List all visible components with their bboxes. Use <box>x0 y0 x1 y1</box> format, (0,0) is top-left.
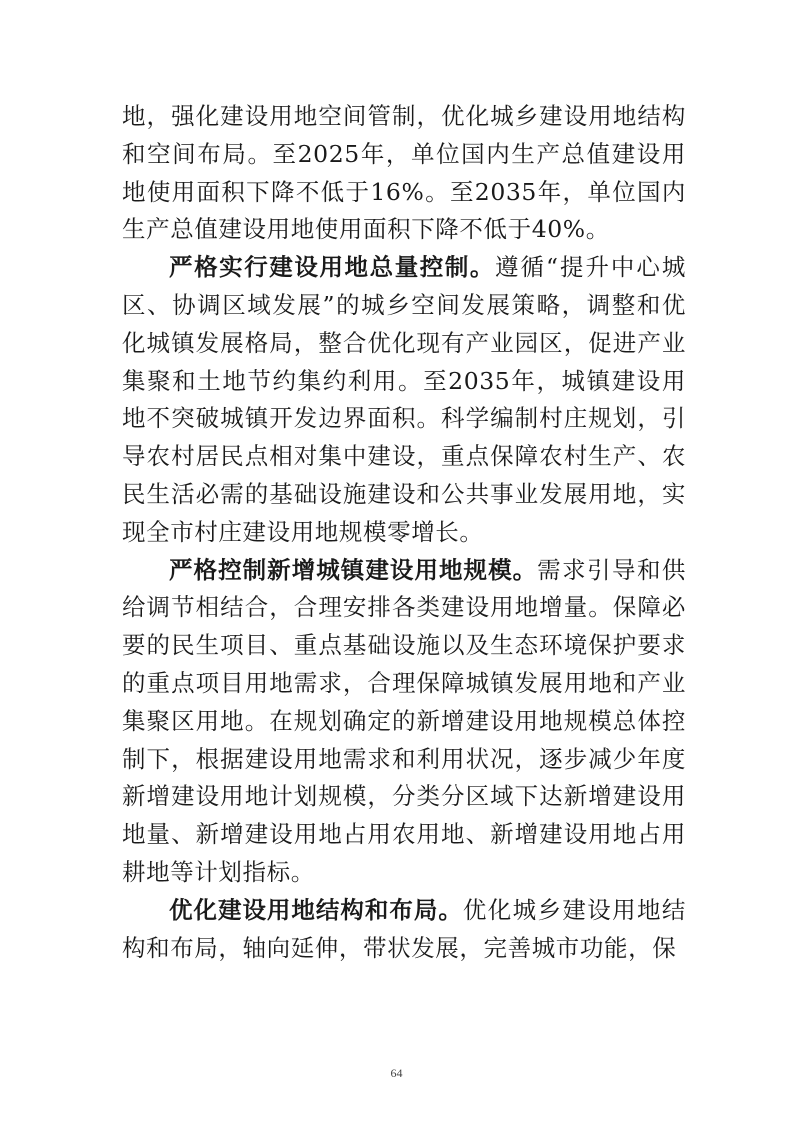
paragraph-total-control <box>122 249 686 551</box>
paragraph-structure-layout <box>122 892 686 968</box>
paragraph-heading: 严格控制新增城镇建设用地规模。 <box>169 555 538 584</box>
paragraph-text: 地，强化建设用地空间管制，优化城乡建设用地结构和空间布局。至2025年，单位国内生产总值建设用地使用面积下降不低于16%。至2035年，单位国内生产总值建设用地使用面积下降不低于40%。 <box>122 102 686 244</box>
paragraph-text: 优化城乡建设用地结构和布局，轴向延伸，带状发展，完善城市功能，保 <box>122 895 686 962</box>
paragraph-text: 需求引导和供给调节相结合，合理安排各类建设用地增量。保障必要的民生项目、重点基础设施以及生态环境保护要求的重点项目用地需求，合理保障城镇发展用地和产业集聚区用地。在规划确定的新增建设用地规模总体控制下，根据建设用地需求和利用状况，逐步减少年度新增建设用地计划规模，分类分区域下达新增建设用地量、新增建设用地占用农用地、新增建设用地占用耕地等计划指标。 <box>122 555 686 886</box>
page-number: 64 <box>390 1066 403 1080</box>
paragraph-heading: 优化建设用地结构和布局。 <box>169 895 463 924</box>
document-body <box>122 98 686 967</box>
paragraph-heading: 严格实行建设用地总量控制。 <box>169 253 496 282</box>
paragraph-new-land-control <box>122 552 686 892</box>
paragraph-text: 遵循“提升中心城区、协调区域发展”的城乡空间发展策略，调整和优化城镇发展格局，整合优化现有产业园区，促进产业集聚和土地节约集约利用。至2035年，城镇建设用地不突破城镇开发边界面积。科学编制村庄规划，引导农村居民点相对集中建设，重点保障农村生产、农民生活必需的基础设施建设和公共事业发展用地，实现全市村庄建设用地规模零增长。 <box>122 253 686 546</box>
paragraph-continuation <box>122 98 686 249</box>
